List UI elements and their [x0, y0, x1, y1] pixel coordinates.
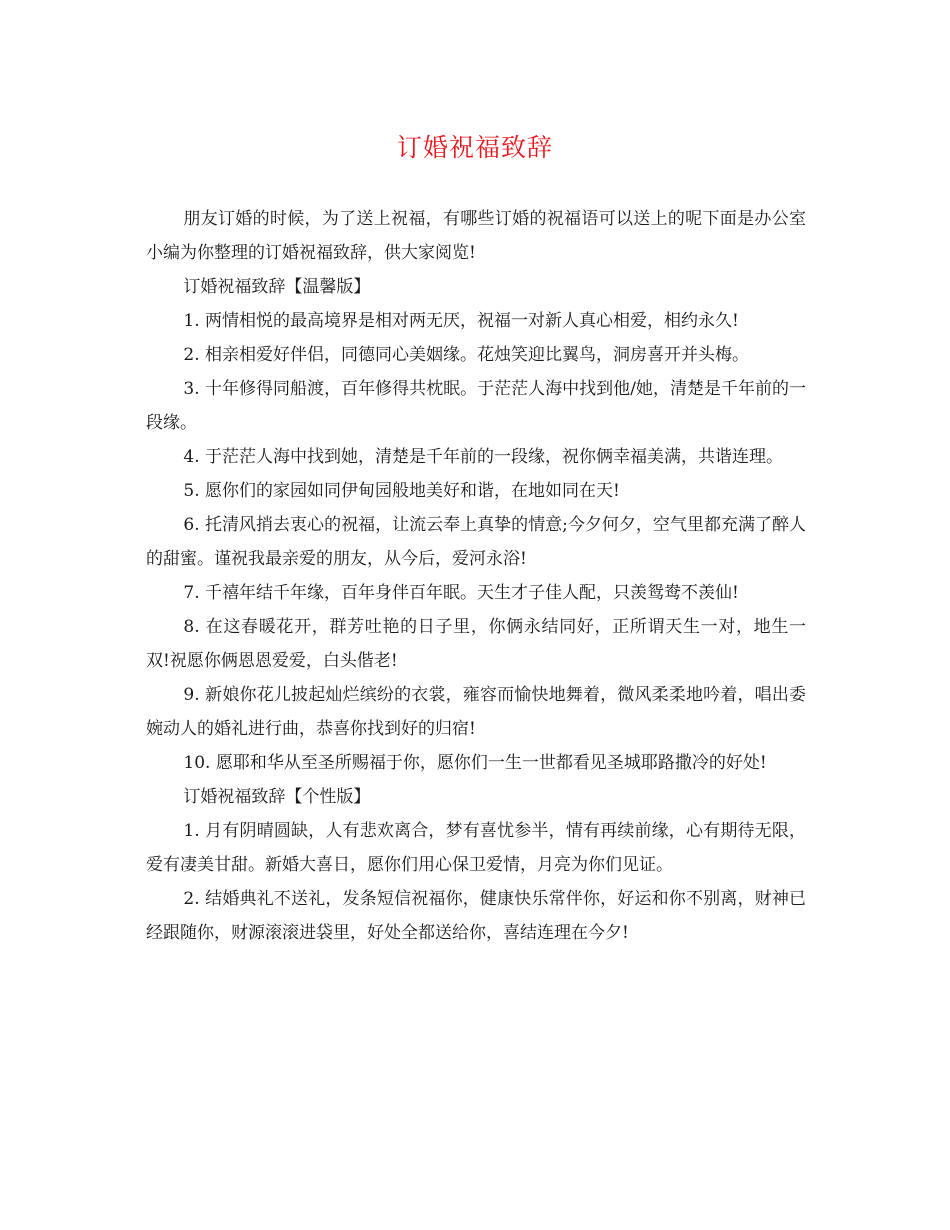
page-title: 订婚祝福致辞 — [396, 133, 553, 162]
list-item: 1. 月有阴晴圆缺，人有悲欢离合，梦有喜忧参半，情有再续前缘，心有期待无限，爱有凄美甘甜。新婚大喜日，愿你们用心保卫爱情，月亮为你们见证。 — [146, 821, 806, 875]
list-item: 7. 千禧年结千年缘，百年身伴百年眠。天生才子佳人配，只羡鸳鸯不羡仙! — [183, 583, 739, 603]
list-item: 10. 愿耶和华从至圣所赐福于你，愿你们一生一世都看见圣城耶路撒冷的好处! — [183, 753, 767, 773]
list-item: 2. 结婚典礼不送礼，发条短信祝福你，健康快乐常伴你，好运和你不别离，财神已经跟随你，财源滚滚进袋里，好处全都送给你，喜结连理在今夕! — [146, 889, 806, 943]
section-heading-personal: 订婚祝福致辞【个性版】 — [183, 787, 371, 807]
list-item: 4. 于茫茫人海中找到她，清楚是千年前的一段缘，祝你俩幸福美满，共谐连理。 — [183, 447, 784, 467]
list-item: 6. 托清风捎去衷心的祝福，让流云奉上真挚的情意;今夕何夕，空气里都充满了醉人的甜蜜。谨祝我最亲爱的朋友，从今后，爱河永浴! — [146, 515, 806, 569]
list-item: 8. 在这春暖花开，群芳吐艳的日子里，你俩永结同好，正所谓天生一对，地生一双!祝愿你俩恩恩爱爱，白头偕老! — [146, 617, 806, 671]
list-item: 1. 两情相悦的最高境界是相对两无厌，祝福一对新人真心相爱，相约永久! — [183, 311, 739, 331]
list-item: 9. 新娘你花儿披起灿烂缤纷的衣裳，雍容而愉快地舞着，微风柔柔地吟着，唱出委婉动人的婚礼进行曲，恭喜你找到好的归宿! — [146, 685, 806, 739]
section-heading-warm: 订婚祝福致辞【温馨版】 — [183, 277, 371, 297]
list-item: 5. 愿你们的家园如同伊甸园般地美好和谐，在地如同在天! — [183, 481, 620, 501]
list-item: 2. 相亲相爱好伴侣，同德同心美姻缘。花烛笑迎比翼鸟，洞房喜开并头梅。 — [183, 345, 750, 365]
list-item: 3. 十年修得同船渡，百年修得共枕眠。于茫茫人海中找到他/她，清楚是千年前的一段缘。 — [146, 379, 806, 433]
intro-paragraph: 朋友订婚的时候，为了送上祝福，有哪些订婚的祝福语可以送上的呢下面是办公室小编为你整理的订婚祝福致辞，供大家阅览! — [146, 209, 806, 263]
document-body — [146, 202, 806, 950]
